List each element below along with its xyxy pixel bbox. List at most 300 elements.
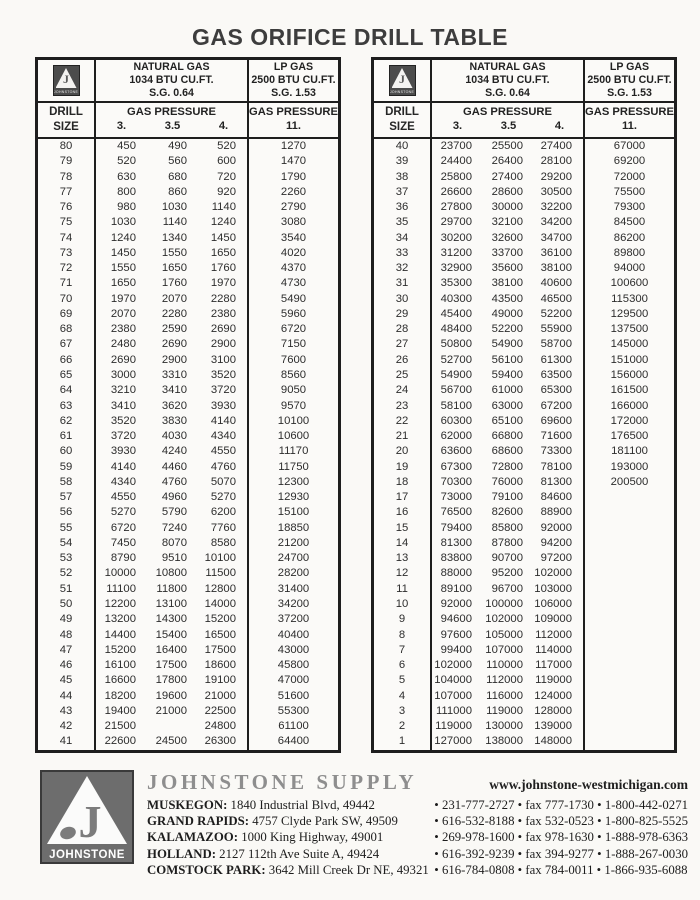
ng-pressure-3-5-cell: 130000 [485, 720, 523, 733]
drill-size-cell: 52 [38, 566, 96, 581]
table-row [38, 444, 338, 459]
ng-pressure-3-5-cell: 21000 [155, 704, 187, 717]
ng-pressure-3-cell: 4140 [110, 460, 136, 473]
table-row [374, 307, 674, 322]
ng-pressure-3-cell: 24400 [440, 155, 472, 168]
drill-size-cell: 44 [38, 689, 96, 704]
ng-pressure-3-5-cell: 119000 [486, 704, 523, 717]
ng-pressure-3-5-cell: 38100 [491, 277, 523, 290]
table-row [38, 246, 338, 261]
ng-pressure-3-cell: 62000 [440, 430, 472, 443]
ng-pressure-3-cell: 63600 [440, 445, 472, 458]
ng-pressure-3-5-cell: 30000 [491, 201, 523, 214]
pressure-4: 4. [554, 120, 565, 132]
ng-pressure-3-cell: 99400 [440, 643, 472, 656]
ng-pressure-3-cell: 40300 [440, 292, 472, 305]
addresses-column [147, 797, 429, 878]
natural-gas-btu: 1034 BTU CU.FT. [465, 73, 550, 86]
drill-size-cell: 33 [374, 246, 432, 261]
ng-pressure-4-cell: 2280 [198, 292, 249, 307]
ng-pressure-3-5-cell: 1140 [162, 216, 187, 229]
drill-size-cell: 30 [374, 292, 432, 307]
ng-pressure-3-5-cell: 4460 [161, 460, 187, 473]
lp-pressure-11-cell: 12930 [277, 491, 310, 504]
ng-pressure-3-cell: 89100 [440, 582, 472, 595]
ng-pressure-3-cell: 4340 [110, 475, 136, 488]
ng-pressure-3-cell: 76500 [440, 506, 472, 519]
ng-pressure-4-cell: 1450 [198, 231, 249, 246]
ng-pressure-3-cell: 111000 [435, 704, 472, 717]
lp-pressure-11-cell: 4020 [280, 246, 307, 259]
ng-pressure-3-5-cell: 110000 [486, 659, 523, 672]
lp-pressure-11-cell: 5490 [280, 292, 307, 305]
lp-pressure-11-cell: 1470 [280, 155, 307, 168]
table-row [374, 383, 674, 398]
lp-pressure-11-cell: 64400 [277, 735, 310, 748]
lp-pressure-11-cell: 10600 [277, 430, 310, 443]
table-row [38, 154, 338, 169]
table-row [38, 139, 338, 154]
gas-pressure-header-ng: GAS PRESSURE 3. 3.5 4. [432, 103, 585, 137]
ng-pressure-4-cell: 71600 [534, 429, 585, 444]
lp-pressure-11-cell [585, 551, 674, 566]
lp-pressure-11-cell: 94000 [613, 262, 646, 275]
table-row [374, 536, 674, 551]
location-city: COMSTOCK PARK: [147, 862, 266, 877]
drill-size-cell: 4 [374, 689, 432, 704]
ng-pressure-4-cell: 1970 [198, 276, 249, 291]
table-row [38, 429, 338, 444]
pressure-3-5: 3.5 [500, 120, 517, 132]
ng-pressure-3-cell: 102000 [434, 659, 472, 672]
table-row [374, 353, 674, 368]
ng-pressure-3-5-cell: 1550 [161, 246, 187, 259]
location-address: COMSTOCK PARK: 3642 Mill Creek Dr NE, 49321 [147, 862, 429, 877]
ng-pressure-4-cell: 46500 [534, 292, 585, 307]
lp-pressure-11-cell: 24700 [277, 552, 310, 565]
ng-pressure-3-cell: 5270 [110, 506, 136, 519]
ng-pressure-4-cell: 58700 [534, 337, 585, 352]
ng-pressure-3-5-cell: 3830 [161, 414, 187, 427]
table-row [38, 399, 338, 414]
table-row [374, 566, 674, 581]
ng-pressure-3-5-cell: 59400 [491, 368, 523, 381]
drill-table-right [371, 57, 677, 753]
drill-size-cell: 62 [38, 414, 96, 429]
johnstone-logo-icon [389, 65, 416, 96]
lp-pressure-11-cell [585, 582, 674, 597]
ng-pressure-3-5-cell: 4030 [161, 430, 187, 443]
natural-gas-sg: S.G. 0.64 [149, 87, 194, 100]
drill-size-header: DRILL SIZE [38, 103, 96, 137]
ng-pressure-3-5-cell: 32600 [491, 231, 523, 244]
drill-size-cell: 1 [374, 734, 432, 749]
ng-pressure-4-cell: 1240 [198, 215, 249, 230]
ng-pressure-3-cell: 1450 [110, 246, 136, 259]
drill-size-cell: 60 [38, 444, 96, 459]
natural-gas-header [432, 60, 585, 101]
drill-size-cell: 16 [374, 505, 432, 520]
table-row [374, 154, 674, 169]
ng-pressure-3-5-cell: 107000 [485, 643, 523, 656]
ng-pressure-3-cell: 58100 [440, 399, 472, 412]
ng-pressure-3-5-cell: 680 [168, 170, 187, 183]
ng-pressure-3-cell: 73000 [440, 491, 472, 504]
lp-pressure-11-cell: 11750 [278, 460, 309, 473]
drill-size-cell: 26 [374, 353, 432, 368]
ng-pressure-4-cell: 117000 [534, 658, 585, 673]
gas-pressure-header-lp: GAS PRESSURE 11. [585, 106, 674, 132]
ng-pressure-4-cell: 112000 [534, 628, 585, 643]
table-row [374, 261, 674, 276]
drill-size-cell: 42 [38, 719, 96, 734]
ng-pressure-3-5-cell: 2280 [161, 307, 187, 320]
drill-size-cell: 36 [374, 200, 432, 215]
ng-pressure-3-5-cell: 96700 [491, 582, 523, 595]
lp-pressure-11-cell: 37200 [277, 613, 310, 626]
table-row [38, 689, 338, 704]
ng-pressure-3-cell: 60300 [440, 414, 472, 427]
ng-pressure-3-cell: 83800 [440, 552, 472, 565]
lp-pressure-11-cell: 100600 [610, 277, 649, 290]
page-title: GAS ORIFICE DRILL TABLE [191, 24, 509, 50]
natural-gas-sg: S.G. 0.64 [485, 87, 530, 100]
table-row [38, 566, 338, 581]
ng-pressure-3-cell: 45400 [440, 307, 472, 320]
ng-pressure-3-cell: 52700 [440, 353, 472, 366]
lp-pressure-11-cell: 55300 [277, 704, 310, 717]
j-glyph: J [399, 72, 405, 86]
table-row [38, 551, 338, 566]
lp-pressure-11-cell: 2260 [280, 185, 307, 198]
ng-pressure-3-5-cell: 9510 [161, 552, 187, 565]
table-row [38, 337, 338, 352]
drill-size-cell: 17 [374, 490, 432, 505]
ng-pressure-3-5-cell: 82600 [491, 506, 523, 519]
ng-pressure-3-cell: 23700 [440, 140, 472, 152]
drill-size-cell: 46 [38, 658, 96, 673]
ng-pressure-3-cell: 15200 [104, 643, 136, 656]
ng-pressure-3-cell: 12200 [104, 597, 136, 610]
ng-pressure-3-5-cell: 3620 [161, 399, 187, 412]
location-address: HOLLAND: 2127 112th Ave Suite A, 49424 [147, 846, 380, 861]
ng-pressure-4-cell: 69600 [534, 414, 585, 429]
table-row [374, 734, 674, 749]
table-row [374, 170, 674, 185]
ng-pressure-3-cell: 88000 [440, 567, 472, 580]
ng-pressure-3-5-cell: 490 [168, 140, 187, 152]
ng-pressure-4-cell: 21000 [198, 689, 249, 704]
ng-pressure-3-cell: 4550 [110, 491, 136, 504]
table-row [374, 658, 674, 673]
drill-size-cell: 24 [374, 383, 432, 398]
drill-size-cell: 55 [38, 521, 96, 536]
lp-pressure-11-cell: 9570 [280, 399, 307, 412]
drill-size-cell: 28 [374, 322, 432, 337]
ng-pressure-4-cell: 3720 [198, 383, 249, 398]
drill-size-cell: 14 [374, 536, 432, 551]
drill-table-right-body [374, 139, 674, 750]
table-row [374, 200, 674, 215]
ng-pressure-3-cell: 11100 [106, 582, 136, 595]
lp-pressure-11-cell: 3080 [280, 216, 307, 229]
table-header-row-2 [38, 103, 338, 139]
ng-pressure-3-cell: 450 [117, 140, 136, 152]
ng-pressure-4-cell: 28100 [534, 154, 585, 169]
ng-pressure-3-5-cell: 138000 [485, 735, 523, 748]
lp-pressure-11-cell [585, 566, 674, 581]
ng-pressure-3-cell: 30200 [440, 231, 472, 244]
lp-pressure-11-cell: 79300 [613, 201, 646, 214]
ng-pressure-3-5-cell: 1340 [161, 231, 187, 244]
drill-size-cell: 54 [38, 536, 96, 551]
drill-size-cell: 39 [374, 154, 432, 169]
ng-pressure-3-cell: 97600 [440, 628, 472, 641]
table-row [374, 582, 674, 597]
location-phones: • 616-392-9239 • fax 394-9277 • 1-888-267-0030 [434, 846, 688, 861]
table-row [38, 353, 338, 368]
pressure-3-5: 3.5 [164, 120, 181, 132]
ng-pressure-3-5-cell: 1650 [161, 262, 187, 275]
ng-pressure-4-cell: 94200 [534, 536, 585, 551]
ng-pressure-4-cell: 22500 [198, 704, 249, 719]
ng-pressure-4-cell: 128000 [534, 704, 585, 719]
ng-pressure-3-5-cell: 10800 [155, 567, 187, 580]
lp-pressure-11-cell: 84500 [613, 216, 646, 229]
lp-pressure-11-cell [585, 536, 674, 551]
ng-pressure-4-cell: 720 [198, 170, 249, 185]
ng-pressure-3-5-cell: 2690 [161, 338, 187, 351]
drill-size-cell: 31 [374, 276, 432, 291]
table-row [374, 414, 674, 429]
ng-pressure-4-cell: 106000 [534, 597, 585, 612]
ng-pressure-3-cell: 92000 [440, 597, 472, 610]
ng-pressure-4-cell: 36100 [534, 246, 585, 261]
ng-pressure-4-cell: 30500 [534, 185, 585, 200]
ng-pressure-3-5-cell: 95200 [491, 567, 523, 580]
ng-pressure-4-cell: 34200 [534, 215, 585, 230]
lp-pressure-11-cell [585, 490, 674, 505]
lp-pressure-11-cell: 200500 [610, 475, 649, 488]
table-row [374, 399, 674, 414]
j-glyph: J [78, 796, 102, 847]
ng-pressure-3-cell: 21500 [104, 720, 136, 733]
ng-pressure-4-cell: 14000 [198, 597, 249, 612]
ng-pressure-3-cell: 119000 [435, 720, 472, 733]
ng-pressure-3-cell: 54900 [440, 368, 472, 381]
lp-pressure-11-cell [585, 689, 674, 704]
ng-pressure-3-5-cell: 17500 [155, 659, 187, 672]
ng-pressure-3-5-cell: 85800 [491, 521, 523, 534]
drill-size-cell: 12 [374, 566, 432, 581]
logo-brand-text: JOHNSTONE [49, 849, 125, 861]
table-row [38, 368, 338, 383]
lp-pressure-11-cell: 40400 [277, 628, 310, 641]
ng-pressure-4-cell: 5270 [198, 490, 249, 505]
ng-pressure-3-cell: 1550 [110, 262, 136, 275]
lp-pressure-11-cell: 1270 [280, 140, 307, 152]
ng-pressure-3-5-cell: 61000 [491, 384, 523, 397]
table-row [38, 734, 338, 749]
ng-pressure-4-cell: 920 [198, 185, 249, 200]
location-phones: • 231-777-2727 • fax 777-1730 • 1-800-442-0271 [434, 798, 688, 812]
lp-pressure-11-cell: 61100 [278, 720, 309, 733]
phones-column [434, 797, 688, 878]
ng-pressure-4-cell: 29200 [534, 170, 585, 185]
table-row [38, 414, 338, 429]
table-row [38, 383, 338, 398]
ng-pressure-4-cell: 81300 [534, 475, 585, 490]
ng-pressure-3-5-cell: 102000 [485, 613, 523, 626]
lp-pressure-11-cell: 8560 [280, 368, 307, 381]
drill-size-cell: 47 [38, 643, 96, 658]
drill-size-cell: 19 [374, 460, 432, 475]
ng-pressure-3-5-cell: 7240 [161, 521, 187, 534]
table-row [374, 689, 674, 704]
table-row [38, 276, 338, 291]
location-address: MUSKEGON: 1840 Industrial Blvd, 49442 [147, 798, 375, 812]
ng-pressure-3-5-cell: 19600 [155, 689, 187, 702]
lp-pressure-11-cell: 12300 [277, 475, 310, 488]
drill-size-cell: 5 [374, 673, 432, 688]
table-row [38, 490, 338, 505]
table-row [374, 551, 674, 566]
drill-size-cell: 29 [374, 307, 432, 322]
ng-pressure-4-cell: 88900 [534, 505, 585, 520]
ng-pressure-4-cell: 5070 [198, 475, 249, 490]
ng-pressure-3-5-cell [147, 719, 198, 734]
ng-pressure-3-5-cell: 560 [168, 155, 187, 168]
table-row [38, 628, 338, 643]
ng-pressure-4-cell: 78100 [534, 460, 585, 475]
table-row [374, 628, 674, 643]
ng-pressure-4-cell: 600 [198, 154, 249, 169]
ng-pressure-3-cell: 3720 [110, 430, 136, 443]
table-row [374, 505, 674, 520]
drill-size-cell: 34 [374, 231, 432, 246]
lp-gas-btu: 2500 BTU CU.FT. [251, 73, 336, 86]
lp-pressure-11-cell: 18850 [277, 521, 310, 534]
ng-pressure-3-cell: 10000 [104, 567, 136, 580]
ng-pressure-3-5-cell: 28600 [491, 185, 523, 198]
table-row [38, 536, 338, 551]
johnstone-logo-icon [53, 65, 80, 96]
ng-pressure-3-5-cell: 116000 [486, 689, 523, 702]
ng-pressure-4-cell: 114000 [534, 643, 585, 658]
lp-pressure-11-cell: 5960 [280, 307, 307, 320]
drill-size-cell: 53 [38, 551, 96, 566]
location-city: KALAMAZOO: [147, 830, 238, 845]
ng-pressure-3-cell: 127000 [434, 735, 472, 748]
lp-pressure-11-cell [585, 597, 674, 612]
lp-pressure-11-cell: 4730 [280, 277, 307, 290]
ng-pressure-3-5-cell: 14300 [155, 613, 187, 626]
drill-size-cell: 49 [38, 612, 96, 627]
lp-gas-header [585, 60, 674, 101]
table-row [374, 475, 674, 490]
table-row [374, 185, 674, 200]
table-row [38, 307, 338, 322]
ng-pressure-3-cell: 31200 [440, 246, 472, 259]
ng-pressure-4-cell: 26300 [198, 734, 249, 749]
table-row [374, 246, 674, 261]
ng-pressure-4-cell: 103000 [534, 582, 585, 597]
ng-pressure-4-cell: 27400 [534, 139, 585, 154]
lp-pressure-11-cell [585, 612, 674, 627]
lp-pressure-11-cell: 7600 [280, 353, 307, 366]
natural-gas-title: NATURAL GAS [133, 60, 210, 73]
lp-pressure-11-cell: 31400 [277, 582, 310, 595]
table-row [374, 139, 674, 154]
table-row [374, 322, 674, 337]
drill-size-cell: 23 [374, 399, 432, 414]
lp-pressure-11-cell: 145000 [610, 338, 649, 351]
lp-pressure-11-cell: 137500 [610, 323, 649, 336]
drill-size-cell: 78 [38, 170, 96, 185]
ng-pressure-4-cell: 16500 [198, 628, 249, 643]
ng-pressure-3-cell: 94600 [440, 613, 472, 626]
ng-pressure-3-5-cell: 87800 [491, 536, 523, 549]
location-phones: • 616-532-8188 • fax 532-0523 • 1-800-825-5525 [434, 814, 688, 829]
ng-pressure-4-cell: 84600 [534, 490, 585, 505]
ng-pressure-4-cell: 7760 [198, 521, 249, 536]
ng-pressure-3-cell: 13200 [104, 613, 136, 626]
drill-size-cell: 13 [374, 551, 432, 566]
table-row [38, 460, 338, 475]
lp-gas-btu: 2500 BTU CU.FT. [587, 73, 672, 86]
drill-size-cell: 8 [374, 628, 432, 643]
ng-pressure-3-5-cell: 54900 [491, 338, 523, 351]
table-header-row-2 [374, 103, 674, 139]
table-row [38, 200, 338, 215]
ng-pressure-4-cell: 24800 [198, 719, 249, 734]
ng-pressure-3-5-cell: 72800 [491, 460, 523, 473]
ng-pressure-3-cell: 3930 [110, 445, 136, 458]
lp-pressure-11-cell: 156000 [610, 368, 649, 381]
ng-pressure-3-cell: 7450 [110, 536, 136, 549]
drill-size-cell: 72 [38, 261, 96, 276]
lp-pressure-11-cell: 47000 [277, 674, 310, 687]
table-row [374, 673, 674, 688]
ng-pressure-3-cell: 1970 [110, 292, 136, 305]
ng-pressure-4-cell: 73300 [534, 444, 585, 459]
ng-pressure-3-cell: 8790 [110, 552, 136, 565]
ng-pressure-3-5-cell: 43500 [491, 292, 523, 305]
drill-size-cell: 7 [374, 643, 432, 658]
ng-pressure-3-5-cell: 76000 [491, 475, 523, 488]
ng-pressure-3-5-cell: 4240 [161, 445, 187, 458]
lp-pressure-11-cell: 129500 [610, 307, 649, 320]
ng-pressure-3-5-cell: 56100 [491, 353, 523, 366]
ng-pressure-3-cell: 50800 [440, 338, 472, 351]
ng-pressure-3-cell: 79400 [440, 521, 472, 534]
lp-pressure-11-cell: 7150 [280, 338, 307, 351]
ng-pressure-4-cell: 18600 [198, 658, 249, 673]
ng-pressure-3-cell: 3410 [110, 399, 136, 412]
table-row [374, 429, 674, 444]
footer-content [147, 770, 688, 878]
drill-size-cell: 68 [38, 322, 96, 337]
ng-pressure-3-cell: 81300 [440, 536, 472, 549]
ng-pressure-4-cell: 55900 [534, 322, 585, 337]
drill-size-cell: 63 [38, 399, 96, 414]
ng-pressure-4-cell: 63500 [534, 368, 585, 383]
lp-pressure-11-cell: 86200 [613, 231, 646, 244]
ng-pressure-3-cell: 520 [117, 155, 136, 168]
ng-pressure-3-5-cell: 16400 [155, 643, 187, 656]
lp-pressure-11-cell: 51600 [277, 689, 310, 702]
ng-pressure-4-cell: 3520 [198, 368, 249, 383]
